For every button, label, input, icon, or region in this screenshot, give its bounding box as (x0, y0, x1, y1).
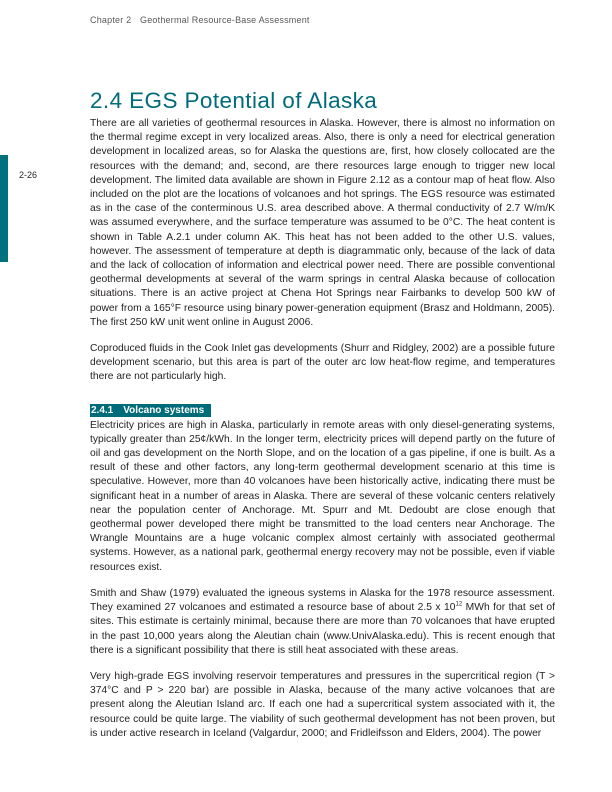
paragraph-electricity-prices: Electricity prices are high in Alaska, particularly in remote areas with only diesel-generating systems, typically greater than 25¢/kWh. In the longer term, electricity prices will depend partly on the future of oil and gas development on the North Slope, and on the location of a gas pipeline, if one is built. As a result of these and other factors, any long-term geothermal development scenario at this time is speculative. However, more than 40 volcanoes have been historically active, indicating there must be significant heat in a number of areas in Alaska. There are several of these volcanic centers relatively near the population center of Anchorage. Mt. Spurr and Mt. Dedoubt are close enough that geothermal power developed there might be transmitted to the load centers near Anchorage. The Wrangle Mountains are a huge volcanic complex almost certainly with associated geothermal systems. However, as a national park, geothermal energy recovery may not be possible, even if viable resources exist. (90, 419, 555, 573)
subsection-title: Volcano systems (123, 404, 205, 416)
smith-shaw-text-2: MWh for that set of sites. This estimate is certainly minimal, because there are more than 70 volcanoes that have erupted in the past 10,000 years along the Aleutian chain (www.UnivAlaska.edu). This is recent enough that there is a significant possibility that there is still heat associated with these areas. (90, 602, 556, 656)
chapter-title: Geothermal Resource-Base Assessment (140, 15, 310, 25)
page-number: 2-26 (19, 170, 38, 180)
paragraph-alaska-overview: There are all varieties of geothermal resources in Alaska. However, there is almost no information on the thermal regime except in very localized areas. Also, there is only a need for electrical generation development in localized areas, so for Alaska the questions are, first, how closely collocated are the resources with the demand; and, second, are there resources large enough to trigger new local development. The limited data available are shown in Figure 2.12 as a contour map of heat flow. Also included on the plot are the locations of volcanoes and hot springs. The EGS resource was estimated as in the case of the conterminous U.S. area described above. A thermal conductivity of 2.7 W/m/K was assumed everywhere, and the surface temperature was assumed to be 0°C. The heat content is shown in Table A.2.1 under column AK. This heat has not been added to the other U.S. values, however. The assessment of temperature at depth is diagrammatic only, because of the lack of data and the lack of collocation of information and electrical power need. There are possible conventional geothermal developments at several of the warm springs in central Alaska because of collocation situations. There is an active project at Chena Hot Springs near Fairbanks to develop 500 kW of power from a 165°F resource using binary power-generation equipment (Brasz and Holdmann, 2005). The first 250 kW unit went online in August 2006. (90, 118, 555, 328)
paragraph-supercritical: Very high-grade EGS involving reservoir temperatures and pressures in the supercritical region (T > 374°C and P > 220 bar) are possible in Alaska, because of the many active volcanoes that are present along the Aleutian Island arc. If each one had a supercritical system associated with it, the resource could be quite large. The viability of such geothermal development has not been proven, but is under active research in Iceland (Valgardur, 2000; and Fridleifsson and Elders, 2004). The power (90, 670, 555, 739)
subsection-number: 2.4.1 (91, 404, 114, 416)
smith-shaw-text-1: Smith and Shaw (1979) evaluated the igneous systems in Alaska for the 1978 resource assessment. They examined 27 volcanoes and estimated a resource base of about 2.5 x 10 (90, 587, 555, 614)
body-text (90, 117, 555, 753)
side-tab-bar (0, 155, 8, 262)
paragraph-cook-inlet: Coproduced fluids in the Cook Inlet gas developments (Shurr and Ridgley, 2002) are a possible future development scenario, but this area is part of the outer arc low heat-flow regime, and temperatures there are not particularly high. (90, 343, 555, 383)
exponent: 12 (455, 601, 463, 608)
running-header (90, 15, 310, 25)
subsection-heading (90, 404, 211, 417)
chapter-label: Chapter 2 (90, 15, 132, 25)
paragraph-smith-shaw (90, 587, 555, 658)
section-title: 2.4 EGS Potential of Alaska (90, 88, 378, 113)
